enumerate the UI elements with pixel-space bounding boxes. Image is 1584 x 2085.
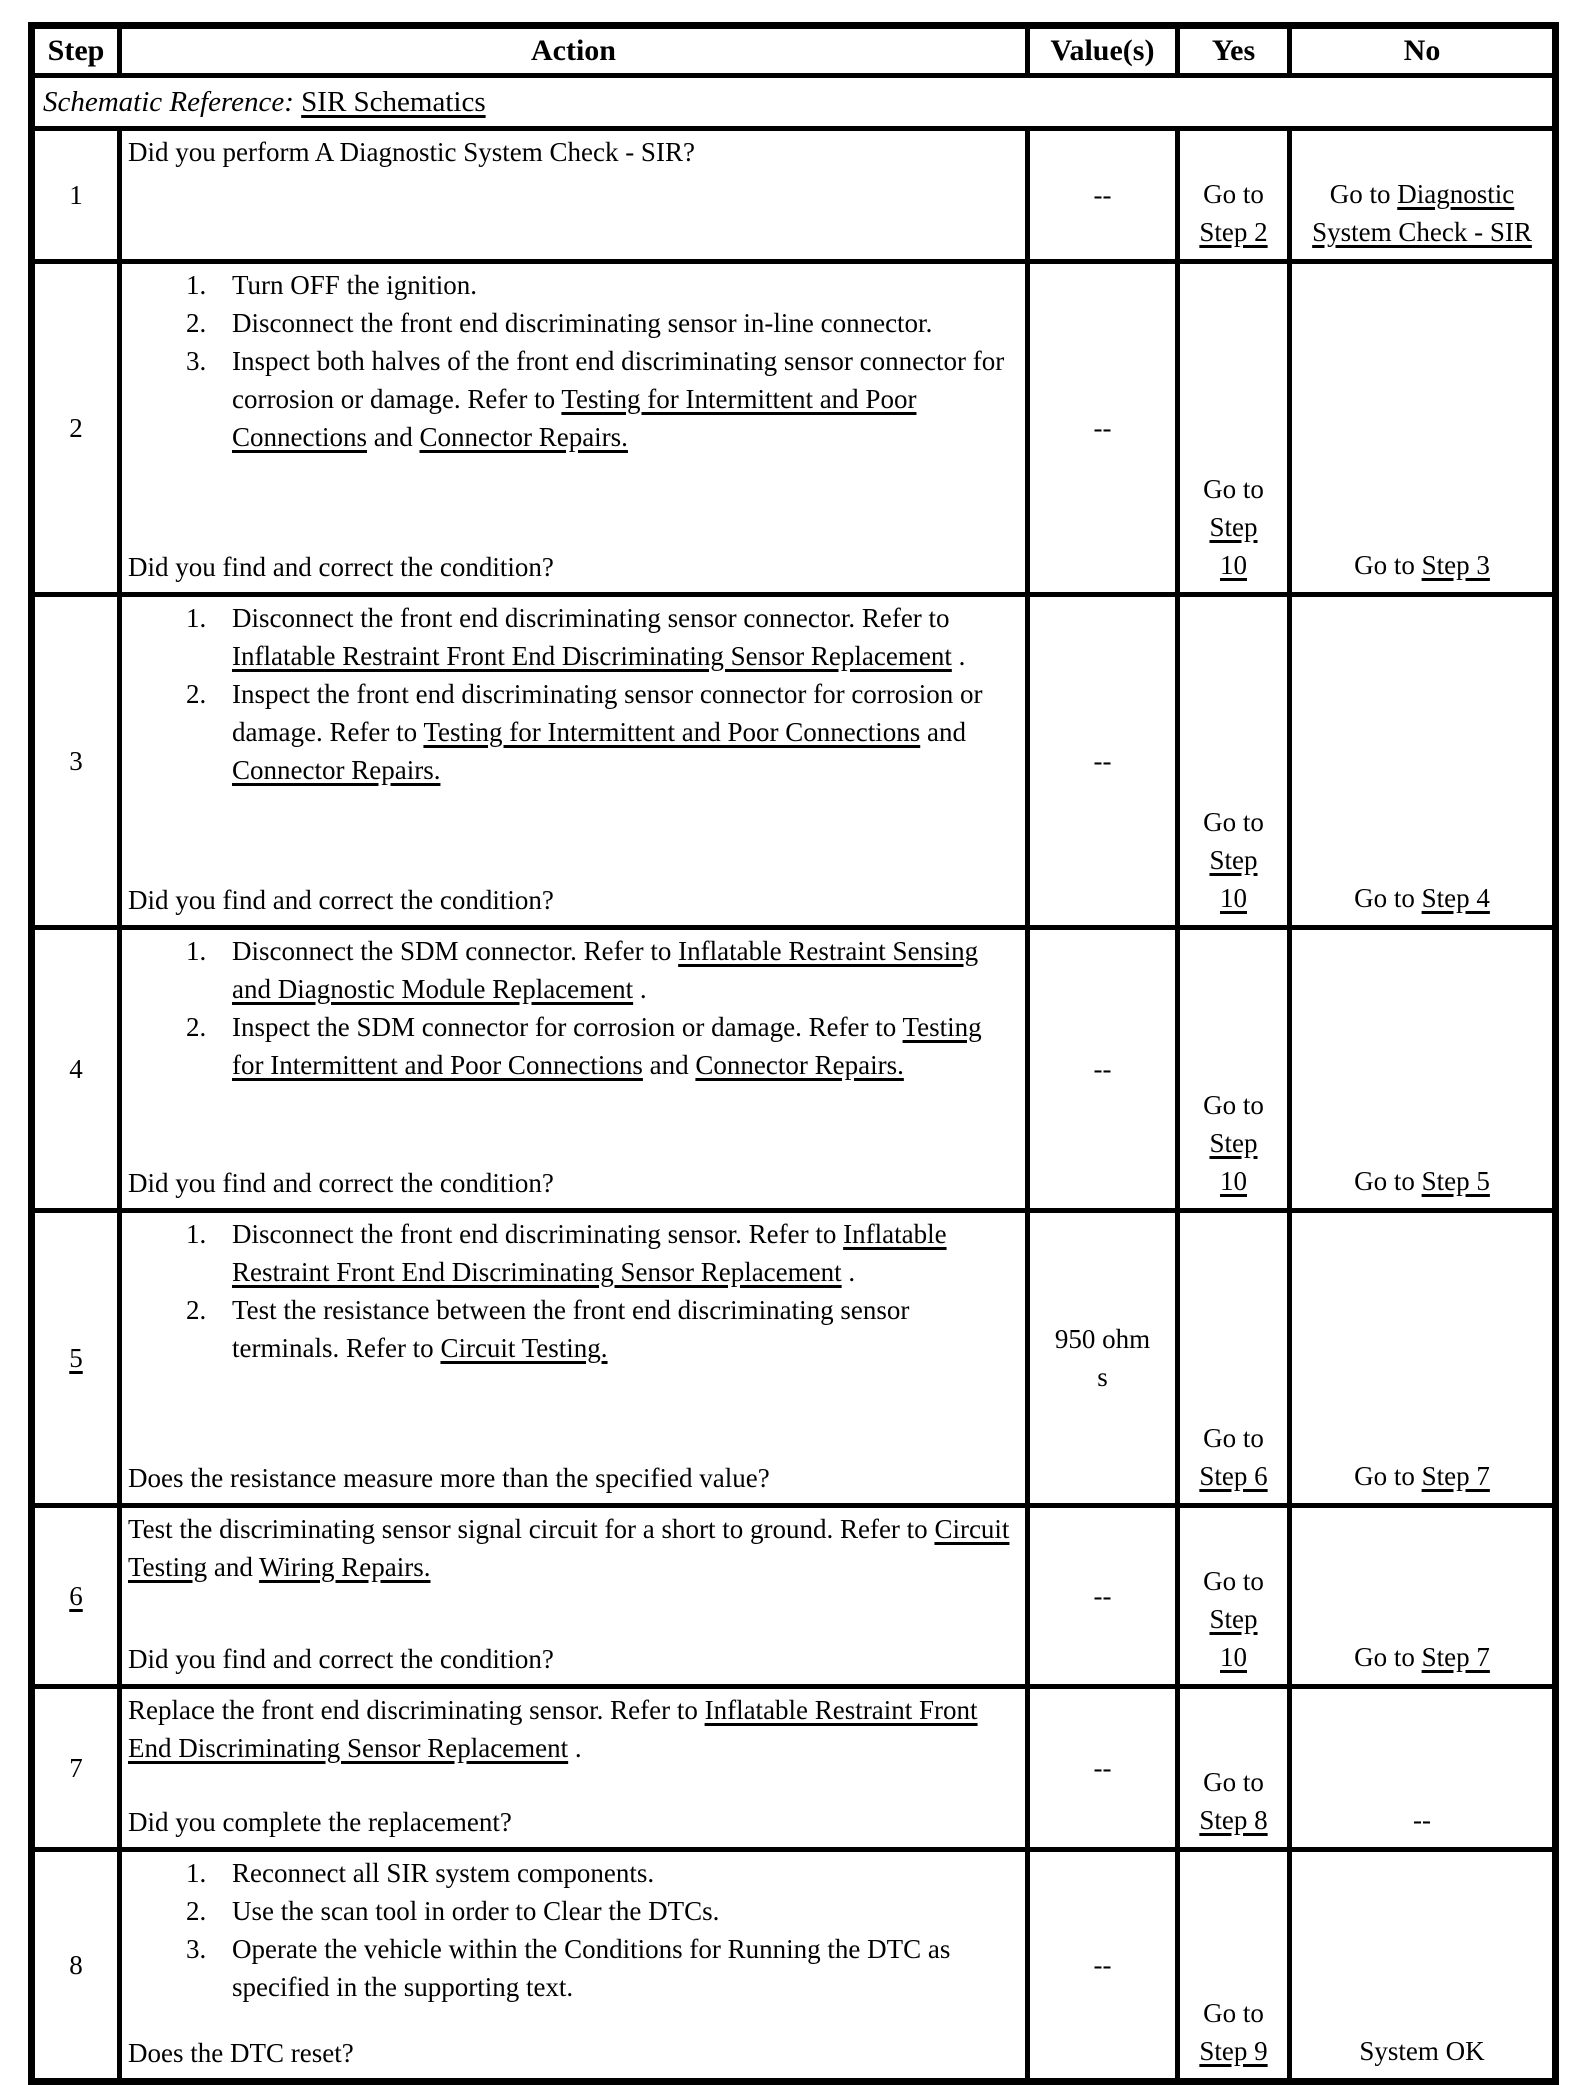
text: Did you find and correct the condition? (128, 885, 554, 915)
list-text (232, 675, 1017, 789)
link[interactable]: Testing for Intermittent and Poor Connections (232, 1012, 982, 1080)
text: Did you complete the replacement? (128, 1807, 512, 1837)
step-number: 1 (32, 129, 120, 262)
yes-cell (1178, 129, 1290, 262)
action-list (128, 1215, 1017, 1367)
list-text (232, 1892, 1017, 1930)
schematic-reference (32, 76, 1556, 129)
action-cell (120, 928, 1028, 1211)
step-number: 4 (32, 928, 120, 1211)
action-cell (120, 1506, 1028, 1687)
col-header-action: Action (120, 26, 1028, 76)
action-question (128, 1459, 1017, 1497)
action-list-item (128, 1892, 1017, 1930)
schematic-reference-link[interactable]: SIR Schematics (301, 85, 486, 118)
action-question (128, 1640, 1017, 1678)
link[interactable]: Diagnostic System Check - SIR (1312, 179, 1532, 247)
value-cell: 950 ohms (1028, 1211, 1178, 1506)
text: Disconnect the front end discriminating sensor connector. Refer to (232, 603, 950, 633)
yes-cell (1178, 1506, 1290, 1687)
step-row (32, 928, 1556, 1211)
list-text (232, 304, 1017, 342)
action-intro (128, 1691, 1017, 1767)
yes-cell (1178, 595, 1290, 928)
text: Inspect both halves of the front end discriminating sensor connector for corrosion or damage. Refer to (232, 346, 1005, 414)
text: and (642, 1050, 696, 1080)
col-header-no: No (1290, 26, 1556, 76)
list-text (232, 599, 1017, 675)
step-row (32, 1506, 1556, 1687)
link[interactable]: Step 10 (1209, 1604, 1258, 1672)
link[interactable]: Step 5 (1421, 1166, 1490, 1196)
text: -- (1413, 1805, 1431, 1835)
link[interactable]: Step 10 (1209, 1128, 1258, 1196)
step-number: 3 (32, 595, 120, 928)
value-cell: -- (1028, 1687, 1178, 1850)
text: Go to (1203, 474, 1264, 504)
action-list-item (128, 1930, 1017, 2006)
action-list (128, 1854, 1017, 2006)
text: Go to (1203, 1566, 1264, 1596)
text: Test the resistance between the front end discriminating sensor terminals. Refer to (232, 1295, 910, 1363)
action-list-item (128, 1215, 1017, 1291)
no-cell (1290, 262, 1556, 595)
step-row (32, 129, 1556, 262)
action-list-item (128, 1291, 1017, 1367)
link[interactable]: Testing for Intermittent and Poor Connections (232, 384, 917, 452)
action-list-item (128, 675, 1017, 789)
action-list-item (128, 266, 1017, 304)
text: Did you perform A Diagnostic System Check - SIR? (128, 137, 695, 167)
text: Disconnect the front end discriminating sensor in-line connector. (232, 308, 933, 338)
link[interactable]: Step 3 (1421, 550, 1490, 580)
value-cell: -- (1028, 595, 1178, 928)
text: and (920, 717, 966, 747)
link[interactable]: Step 7 (1421, 1461, 1490, 1491)
text: Disconnect the SDM connector. Refer to (232, 936, 679, 966)
yes-cell (1178, 1211, 1290, 1506)
link[interactable]: Inflatable Restraint Front End Discriminating Sensor Replacement (128, 1695, 978, 1763)
schematic-reference-row (32, 76, 1556, 129)
list-text (232, 1930, 1017, 2006)
list-number: 2. (186, 1295, 207, 1325)
action-list-item (128, 1854, 1017, 1892)
link[interactable]: Testing for Intermittent and Poor Connections (423, 717, 921, 747)
text: Go to (1203, 1767, 1264, 1797)
link[interactable]: Step 6 (1199, 1461, 1268, 1491)
link[interactable]: Circuit Testing (128, 1514, 1010, 1582)
step-number-link[interactable]: 6 (69, 1581, 83, 1611)
step-row (32, 1850, 1556, 2082)
text: . (568, 1733, 582, 1763)
step-row (32, 1687, 1556, 1850)
text: Did you find and correct the condition? (128, 552, 554, 582)
list-number: 1. (186, 603, 207, 633)
step-number: 2 (32, 262, 120, 595)
link[interactable]: Step 8 (1199, 1805, 1268, 1835)
list-number: 1. (186, 270, 207, 300)
diagnostic-table (28, 22, 1559, 2085)
action-list-item (128, 342, 1017, 456)
link[interactable]: Inflatable Restraint Front End Discriminating Sensor Replacement (232, 1219, 947, 1287)
action-list (128, 266, 1017, 456)
action-list (128, 932, 1017, 1084)
schematic-reference-label: Schematic Reference: (43, 85, 294, 118)
no-cell (1290, 1687, 1556, 1850)
action-question (128, 548, 1017, 586)
action-intro (128, 133, 1017, 171)
value-cell: -- (1028, 262, 1178, 595)
link[interactable]: Step 9 (1199, 2036, 1268, 2066)
step-number: 7 (32, 1687, 120, 1850)
text: System OK (1359, 2036, 1485, 2066)
link[interactable]: Step 10 (1209, 512, 1258, 580)
text: Does the DTC reset? (128, 2038, 354, 2068)
action-list-item (128, 932, 1017, 1008)
text: Replace the front end discriminating sensor. Refer to (128, 1695, 705, 1725)
list-number: 1. (186, 1858, 207, 1888)
action-question (128, 1803, 1017, 1841)
list-text (232, 342, 1017, 456)
action-cell (120, 595, 1028, 928)
yes-cell (1178, 928, 1290, 1211)
no-cell (1290, 129, 1556, 262)
action-list (128, 599, 1017, 789)
col-header-values: Value(s) (1028, 26, 1178, 76)
link[interactable]: Connector Repairs. (232, 755, 441, 785)
no-cell (1290, 928, 1556, 1211)
step-number-link[interactable]: 5 (69, 1343, 83, 1373)
link[interactable]: Inflatable Restraint Front End Discriminating Sensor Replacement (232, 641, 952, 671)
link[interactable]: Wiring Repairs. (259, 1552, 431, 1582)
text: Does the resistance measure more than the specified value? (128, 1463, 770, 1493)
list-number: 2. (186, 679, 207, 709)
text: Go to (1203, 1423, 1264, 1453)
step-row (32, 595, 1556, 928)
link[interactable]: Step 7 (1421, 1642, 1490, 1672)
no-cell (1290, 595, 1556, 928)
list-text (232, 932, 1017, 1008)
text: Go to (1203, 1090, 1264, 1120)
value-cell: -- (1028, 129, 1178, 262)
text: Inspect the SDM connector for corrosion or damage. Refer to (232, 1012, 903, 1042)
text: . (841, 1257, 856, 1287)
link[interactable]: Inflatable Restraint Sensing and Diagnostic Module Replacement (232, 936, 979, 1004)
link[interactable]: Connector Repairs. (419, 422, 628, 452)
list-text (232, 1291, 1017, 1367)
text: Test the discriminating sensor signal circuit for a short to ground. Refer to (128, 1514, 935, 1544)
text: Use the scan tool in order to Clear the DTCs. (232, 1896, 720, 1926)
link[interactable]: Connector Repairs. (695, 1050, 904, 1080)
table-body (32, 129, 1556, 2082)
link[interactable]: Circuit Testing. (440, 1333, 608, 1363)
text: Go to (1354, 550, 1422, 580)
text: Go to (1203, 807, 1264, 837)
list-text (232, 1215, 1017, 1291)
value-cell: -- (1028, 928, 1178, 1211)
action-cell (120, 1211, 1028, 1506)
list-number: 3. (186, 346, 207, 376)
text: . (951, 641, 966, 671)
no-cell (1290, 1506, 1556, 1687)
step-number (32, 1211, 120, 1506)
text: and (367, 422, 420, 452)
header-row (32, 26, 1556, 76)
text: Disconnect the front end discriminating sensor. Refer to (232, 1219, 844, 1249)
action-cell (120, 1687, 1028, 1850)
yes-cell (1178, 1850, 1290, 2082)
list-number: 2. (186, 1012, 207, 1042)
text: and (207, 1552, 260, 1582)
text: . (633, 974, 647, 1004)
list-number: 2. (186, 308, 207, 338)
action-question (128, 881, 1017, 919)
text: Go to (1354, 883, 1422, 913)
text: Did you find and correct the condition? (128, 1168, 554, 1198)
text: Go to (1354, 1166, 1422, 1196)
list-number: 2. (186, 1896, 207, 1926)
value-cell: -- (1028, 1506, 1178, 1687)
text: Go to (1203, 1998, 1264, 2028)
text: Go to (1329, 179, 1398, 209)
col-header-yes: Yes (1178, 26, 1290, 76)
action-cell (120, 1850, 1028, 2082)
step-number (32, 1506, 120, 1687)
step-row (32, 262, 1556, 595)
action-list-item (128, 1008, 1017, 1084)
no-cell (1290, 1211, 1556, 1506)
action-list-item (128, 599, 1017, 675)
list-number: 1. (186, 936, 207, 966)
list-number: 3. (186, 1934, 207, 1964)
link[interactable]: Step 4 (1421, 883, 1490, 913)
text: Go to (1203, 179, 1264, 209)
action-list-item (128, 304, 1017, 342)
list-number: 1. (186, 1219, 207, 1249)
list-text (232, 1854, 1017, 1892)
text: Go to (1354, 1642, 1422, 1672)
action-cell (120, 262, 1028, 595)
yes-cell (1178, 262, 1290, 595)
text: Turn OFF the ignition. (232, 270, 478, 300)
link[interactable]: Step 2 (1199, 217, 1268, 247)
col-header-step: Step (32, 26, 120, 76)
action-cell (120, 129, 1028, 262)
step-number: 8 (32, 1850, 120, 2082)
action-intro (128, 1510, 1017, 1586)
action-question (128, 1164, 1017, 1202)
no-cell (1290, 1850, 1556, 2082)
link[interactable]: Step 10 (1209, 845, 1258, 913)
list-text (232, 1008, 1017, 1084)
step-row (32, 1211, 1556, 1506)
list-text (232, 266, 1017, 304)
text: Did you find and correct the condition? (128, 1644, 554, 1674)
value-cell: -- (1028, 1850, 1178, 2082)
action-question (128, 2034, 1017, 2072)
text: Inspect the front end discriminating sensor connector for corrosion or damage. Refer to (232, 679, 983, 747)
text: Go to (1354, 1461, 1422, 1491)
text: Reconnect all SIR system components. (232, 1858, 655, 1888)
yes-cell (1178, 1687, 1290, 1850)
text: Operate the vehicle within the Conditions for Running the DTC as specified in the supporting text. (232, 1934, 951, 2002)
